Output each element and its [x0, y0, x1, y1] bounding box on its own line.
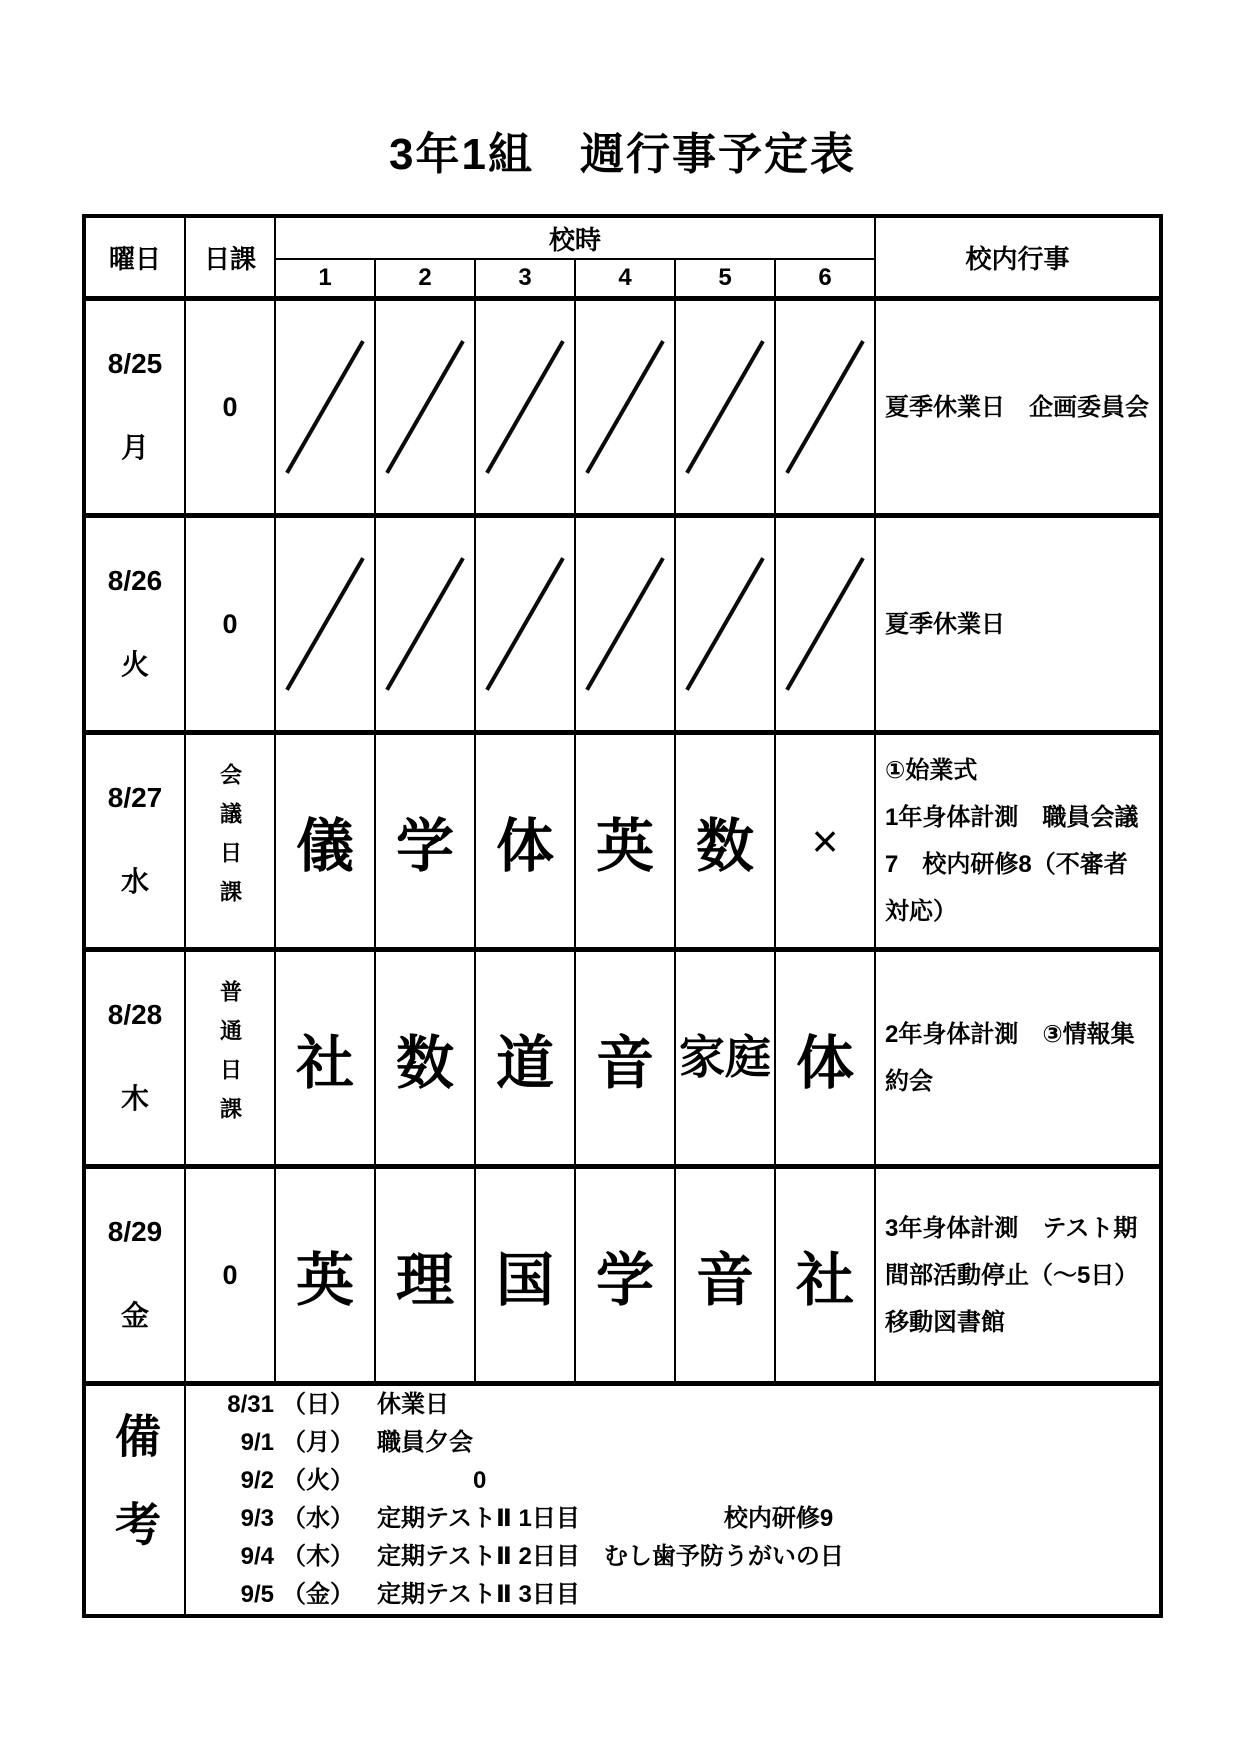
- header-period-numbers: [276, 260, 874, 296]
- remark-weekday: （木）: [282, 1543, 354, 1570]
- periods-group: [276, 952, 876, 1164]
- period-cell: 英: [276, 1169, 376, 1381]
- weekday-label: 月: [120, 432, 149, 463]
- events-cell: [876, 1169, 1159, 1381]
- daily-schedule-cell: 0: [186, 518, 276, 730]
- slash-icon: [385, 557, 464, 691]
- period-number-2: 2: [376, 260, 476, 296]
- remark-text: 0: [377, 1467, 487, 1494]
- period-cell: [376, 301, 476, 513]
- slash-icon: [485, 557, 564, 691]
- remark-text: 職員夕会: [377, 1429, 473, 1456]
- period-cell: 音: [676, 1169, 776, 1381]
- remarks-item: [186, 1386, 1159, 1424]
- date-cell: [86, 1169, 186, 1381]
- date-label: 8/29: [107, 1216, 163, 1247]
- date-cell: [86, 952, 186, 1164]
- period-cell: 社: [795, 1248, 854, 1313]
- table-row-wed: [86, 735, 1159, 952]
- event-text: 夏季休業日: [885, 610, 1005, 638]
- remark-date: 9/1: [240, 1429, 274, 1456]
- period-cell: 儀: [276, 735, 376, 947]
- period-cell: 英: [576, 735, 676, 947]
- period-cell: [276, 518, 376, 730]
- remarks-item: [186, 1424, 1159, 1462]
- event-text: 2年身体計測 ③情報集約会: [885, 1021, 1135, 1095]
- events-cell: [876, 952, 1159, 1164]
- period-cell: [676, 518, 776, 730]
- date-cell: [86, 735, 186, 947]
- header-daily-schedule: 日課: [186, 218, 276, 296]
- period-cell: [476, 518, 576, 730]
- remark-weekday: （火）: [282, 1467, 354, 1494]
- period-number-6: 6: [818, 264, 832, 291]
- periods-group: [276, 1169, 876, 1381]
- period-cell: 音: [576, 952, 676, 1164]
- periods-group: [276, 518, 876, 730]
- period-cell: [276, 301, 376, 513]
- remark-date: 9/5: [240, 1581, 274, 1608]
- slash-icon: [485, 340, 564, 474]
- slash-icon: [785, 557, 864, 691]
- period-cell: 家庭: [676, 952, 776, 1164]
- schedule-table: [82, 214, 1163, 1618]
- date-label: 8/28: [107, 999, 163, 1030]
- remark-date: 8/31: [227, 1391, 274, 1418]
- period-cell: [476, 301, 576, 513]
- daily-schedule-cell: 会議日課: [186, 735, 276, 947]
- remark-date: 9/2: [240, 1467, 274, 1494]
- event-text: 移動図書館: [885, 1308, 1005, 1336]
- events-cell: [876, 735, 1159, 947]
- slash-icon: [685, 557, 764, 691]
- event-text: 3年身体計測 テスト期間部活動停止（～5日）: [885, 1214, 1139, 1289]
- table-row-tue: [86, 518, 1159, 735]
- periods-group: [276, 735, 876, 947]
- period-cell: 体: [476, 735, 576, 947]
- remarks-item: [186, 1538, 1159, 1576]
- event-text: 1年身体計測 職員会議7 校内研修8（不審者対応）: [885, 804, 1139, 925]
- event-text: ①始業式: [885, 757, 978, 784]
- period-cell: 国: [476, 1169, 576, 1381]
- remarks-content: [186, 1386, 1159, 1614]
- period-cell: 体: [795, 1031, 854, 1096]
- remarks-label: 備考: [86, 1386, 186, 1614]
- period-cell: 社: [276, 952, 376, 1164]
- weekday-label: 火: [120, 649, 149, 680]
- date-label: 8/26: [107, 565, 163, 596]
- slash-icon: [785, 340, 864, 474]
- events-cell: [876, 518, 1159, 730]
- table-row-fri: [86, 1169, 1159, 1386]
- remark-text: 定期テストⅡ 1日目 校内研修9: [377, 1505, 834, 1532]
- remark-text: 休業日: [377, 1391, 449, 1418]
- period-cell: 学: [576, 1169, 676, 1381]
- slash-icon: [585, 557, 664, 691]
- period-number-4: 4: [576, 260, 676, 296]
- date-label: 8/27: [107, 782, 163, 813]
- remark-weekday: （金）: [282, 1581, 354, 1608]
- remark-text: 定期テストⅡ 3日目: [377, 1581, 580, 1608]
- event-text: 夏季休業日 企画委員会: [885, 393, 1149, 421]
- remark-text: 定期テストⅡ 2日目 むし歯予防うがいの日: [377, 1543, 844, 1570]
- header-school-events: 校内行事: [965, 243, 1070, 274]
- period-cell: 道: [476, 952, 576, 1164]
- slash-icon: [685, 340, 764, 474]
- remarks-item: [186, 1576, 1159, 1614]
- periods-group: [276, 301, 876, 513]
- daily-schedule-cell: 0: [186, 301, 276, 513]
- slash-icon: [285, 557, 364, 691]
- date-cell: [86, 301, 186, 513]
- date-cell: [86, 518, 186, 730]
- period-cell: ×: [811, 815, 839, 867]
- period-cell: [576, 518, 676, 730]
- slash-icon: [585, 340, 664, 474]
- remarks-item: [186, 1462, 1159, 1500]
- slash-icon: [385, 340, 464, 474]
- remark-date: 9/3: [240, 1505, 274, 1532]
- remarks-row: [86, 1386, 1159, 1614]
- remarks-item: [186, 1500, 1159, 1538]
- table-row-thu: [86, 952, 1159, 1169]
- period-cell: 理: [376, 1169, 476, 1381]
- period-number-1: 1: [276, 260, 376, 296]
- period-cell: [576, 301, 676, 513]
- period-number-5: 5: [676, 260, 776, 296]
- table-header-row: [86, 218, 1159, 301]
- weekday-label: 木: [120, 1083, 149, 1114]
- table-row-mon: [86, 301, 1159, 518]
- header-weekday: 曜日: [86, 218, 186, 296]
- date-label: 8/25: [107, 348, 163, 379]
- weekday-label: 水: [120, 866, 149, 897]
- period-cell: 数: [676, 735, 776, 947]
- period-cell: 数: [376, 952, 476, 1164]
- header-periods-title: 校時: [276, 218, 874, 260]
- events-cell: [876, 301, 1159, 513]
- period-number-3: 3: [476, 260, 576, 296]
- period-cell: [776, 518, 874, 730]
- slash-icon: [285, 340, 364, 474]
- period-cell: [676, 301, 776, 513]
- weekday-label: 金: [120, 1300, 149, 1331]
- remark-weekday: （月）: [282, 1429, 354, 1456]
- period-cell: [776, 301, 874, 513]
- period-cell: 学: [376, 735, 476, 947]
- page-title: 3年1組 週行事予定表: [389, 130, 856, 179]
- remark-date: 9/4: [240, 1543, 274, 1570]
- header-periods-group: [276, 218, 876, 296]
- remark-weekday: （日）: [282, 1391, 354, 1418]
- remark-weekday: （水）: [282, 1505, 354, 1532]
- period-cell: [376, 518, 476, 730]
- daily-schedule-cell: 0: [186, 1169, 276, 1381]
- daily-schedule-cell: 普通日課: [186, 952, 276, 1164]
